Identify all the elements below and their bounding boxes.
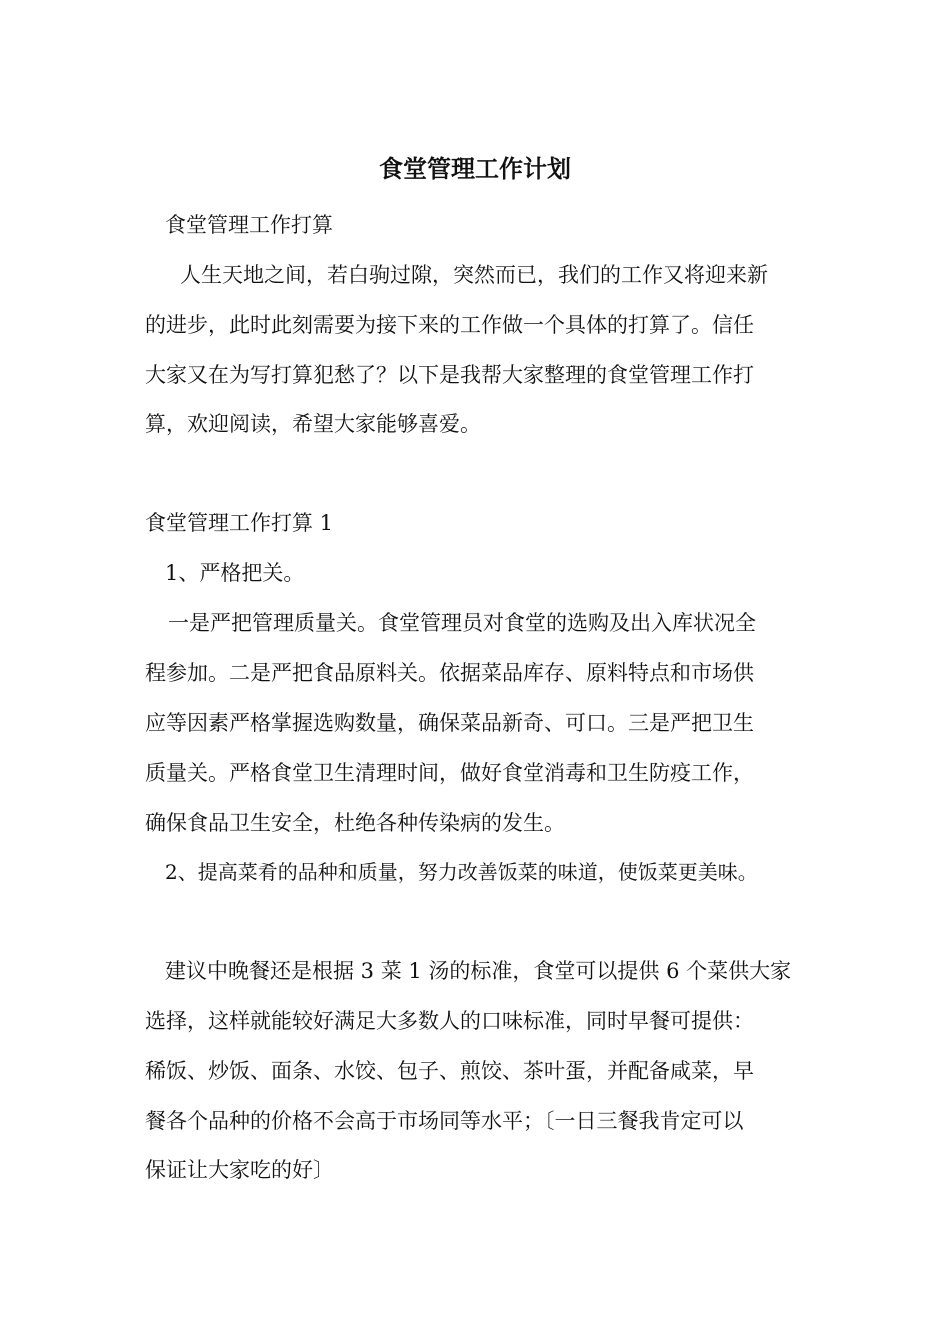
item-body-line: 程参加。二是严把食品原料关。依据菜品库存、原料特点和市场供 bbox=[145, 661, 754, 685]
intro-line: 大家又在为写打算犯愁了？以下是我帮大家整理的食堂管理工作打 bbox=[145, 363, 754, 387]
intro-line: 算，欢迎阅读，希望大家能够喜爱。 bbox=[145, 412, 481, 436]
document-subtitle: 食堂管理工作打算 bbox=[165, 213, 333, 237]
item-heading: 1、严格把关。 bbox=[165, 561, 305, 585]
document-title: 食堂管理工作计划 bbox=[379, 155, 571, 183]
item-heading: 2、提高菜肴的品种和质量，努力改善饭菜的味道，使饭菜更美味。 bbox=[165, 860, 758, 884]
intro-line: 的进步，此时此刻需要为接下来的工作做一个具体的打算了。信任 bbox=[145, 313, 754, 337]
item-body-line: 一是严把管理质量关。食堂管理员对食堂的选购及出入库状况全 bbox=[168, 611, 756, 635]
item-body-line: 应等因素严格掌握选购数量，确保菜品新奇、可口。三是严把卫生 bbox=[145, 711, 754, 735]
item-body-line: 质量关。严格食堂卫生清理时间，做好食堂消毒和卫生防疫工作， bbox=[145, 761, 754, 785]
item-body-line: 确保食品卫生安全，杜绝各种传染病的发生。 bbox=[145, 811, 565, 835]
paragraph-line: 保证让大家吃的好〕 bbox=[145, 1158, 334, 1182]
intro-line: 人生天地之间，若白驹过隙，突然而已，我们的工作又将迎来新 bbox=[180, 263, 768, 287]
section-heading: 食堂管理工作打算 1 bbox=[145, 511, 334, 535]
paragraph-line: 选择，这样就能较好满足大多数人的口味标准，同时早餐可提供： bbox=[145, 1009, 754, 1033]
paragraph-line: 稀饭、炒饭、面条、水饺、包子、煎饺、茶叶蛋，并配备咸菜，早 bbox=[145, 1059, 754, 1083]
paragraph-line: 建议中晚餐还是根据 3 菜 1 汤的标准，食堂可以提供 6 个菜供大家 bbox=[165, 959, 792, 983]
paragraph-line: 餐各个品种的价格不会高于市场同等水平；〔一日三餐我肯定可以 bbox=[145, 1109, 744, 1133]
